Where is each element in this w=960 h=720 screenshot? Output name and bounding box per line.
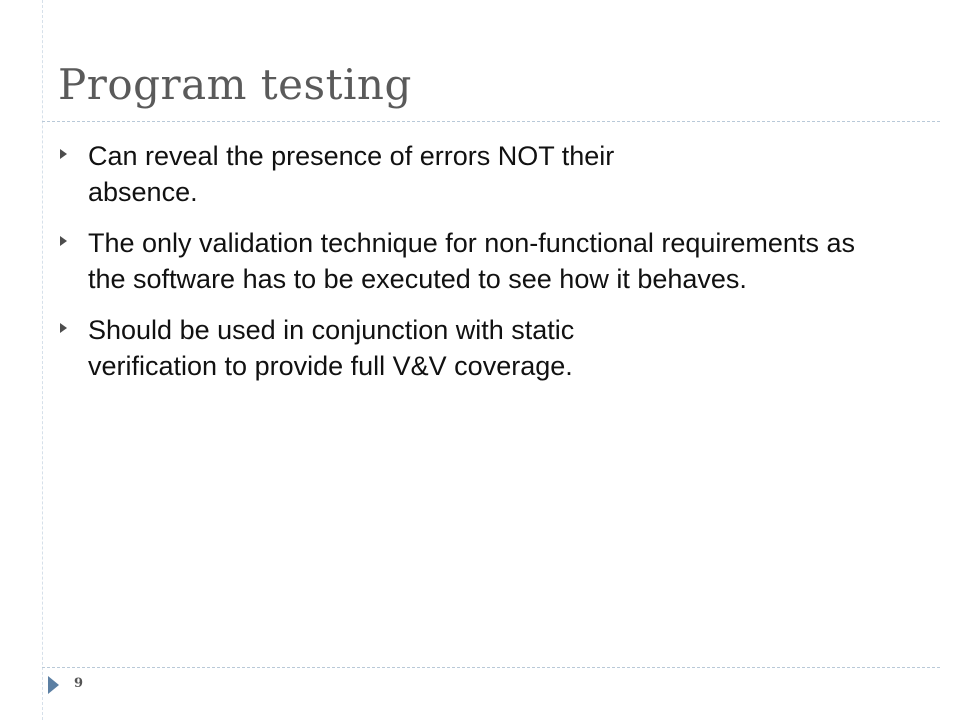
bullet-item [58,312,898,384]
footer-arrow-icon [48,676,59,694]
bullet-item [58,225,898,297]
bullet-item [58,138,898,210]
slide-title: Program testing [58,60,412,109]
bullet-arrow-icon [60,236,67,246]
footer-divider [42,667,940,668]
page-number: 9 [74,676,84,691]
left-guide-line [42,0,43,720]
bullet-text: The only validation technique for non-functional requirements as the software has to be executed to see how it behaves. [88,228,855,294]
bullet-list [58,138,898,399]
bullet-arrow-icon [60,149,67,159]
bullet-arrow-icon [60,323,67,333]
bullet-text: Should be used in conjunction with static verification to provide full V&V coverage. [88,315,575,381]
title-divider [42,121,940,122]
bullet-text: Can reveal the presence of errors NOT their absence. [88,141,615,207]
